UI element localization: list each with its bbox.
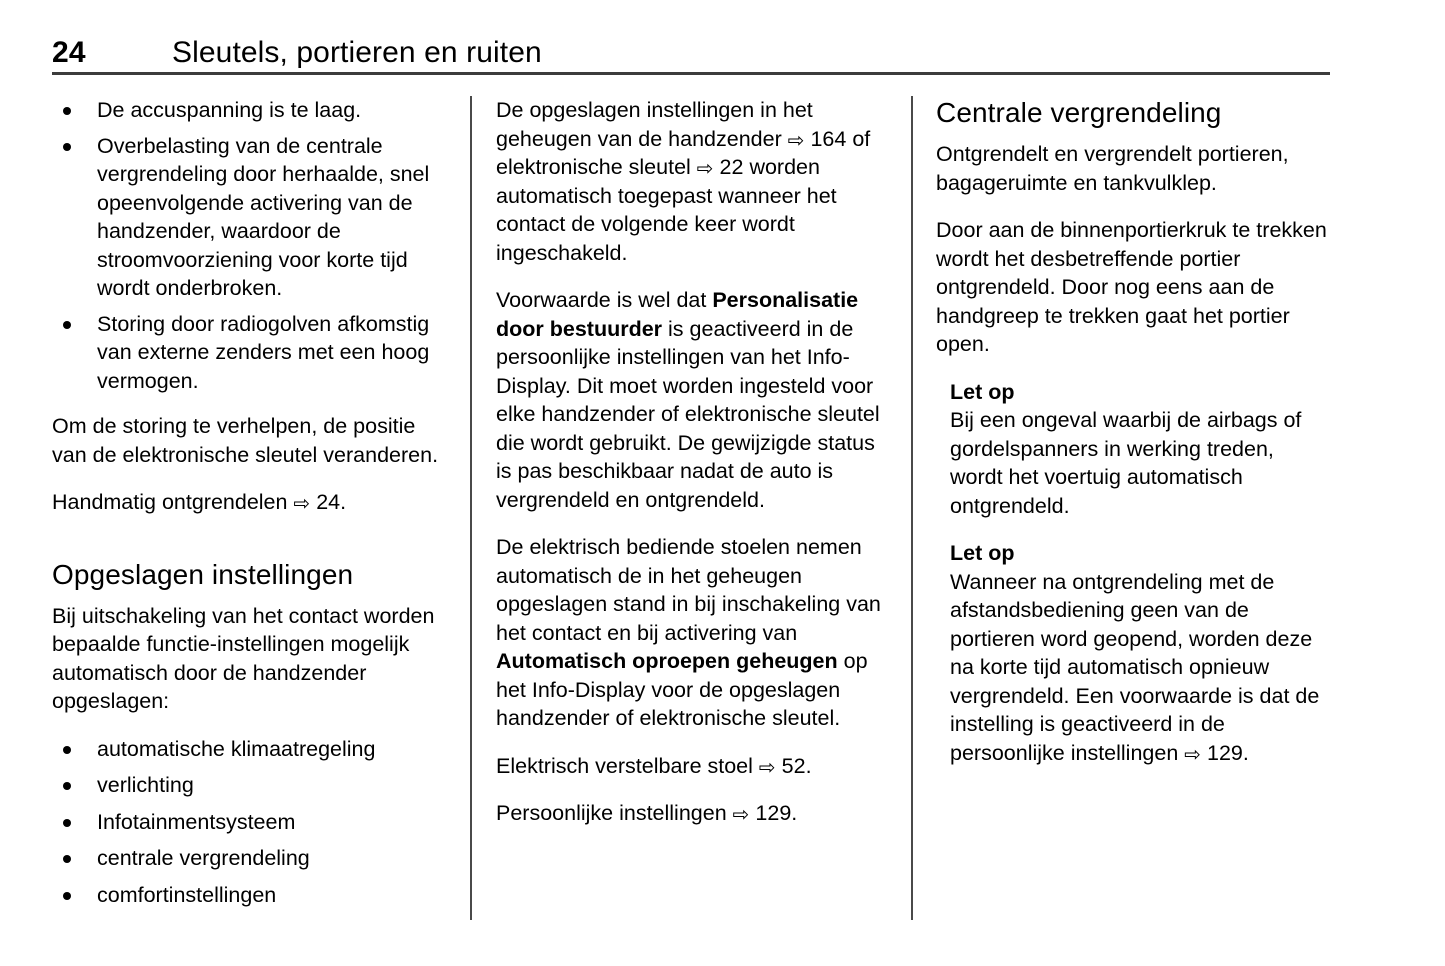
list-item-label: Storing door radiogolven afkomstig van externe zenders met een hoog vermogen. (97, 311, 430, 393)
cross-reference-page: 129. (755, 801, 798, 825)
bullet-dot-icon (63, 746, 71, 754)
notice-title: Let op (950, 379, 1015, 404)
section-heading-saved-settings: Opgeslagen instellingen (52, 558, 354, 590)
list-item-label: Overbelasting van de centrale vergrendeling door herhaalde, snel opeenvolgende activering van de handzender, waardoor de stroomvoorziening voor korte tijd wordt onderbroken. (97, 133, 430, 300)
paragraph-central-locking-intro (936, 140, 1331, 197)
cross-reference-label: Persoonlijke instellingen (496, 801, 727, 825)
list-item (52, 844, 447, 873)
list-item-label: automatische klimaatregeling (97, 736, 376, 761)
paragraph-text-part-1: Voorwaarde is wel dat (496, 288, 707, 312)
list-item (52, 881, 447, 910)
cross-reference-manual-unlock (52, 488, 447, 517)
paragraph-text-part-2: worden automatisch toegepast wanneer het contact de volgende keer wordt ingeschakeld. (496, 155, 837, 265)
cross-reference-164: 164 of elektronische sleutel (496, 126, 871, 179)
bullet-dot-icon (63, 855, 71, 863)
list-item (52, 735, 447, 764)
notice-body (950, 568, 1331, 768)
list-item-label: comfortinstellingen (97, 882, 277, 907)
paragraph-text-part-2: is geactiveerd in de persoonlijke instellingen van het Info-Display. Dit moet worden ingesteld voor elke handzender of elektronische sleutel die wordt gebruikt. De gewijzigde status is pas beschikbaar nadat de auto is vergrendeld en ontgrendeld. (496, 316, 880, 512)
list-item (52, 771, 447, 800)
bullet-dot-icon (63, 819, 71, 827)
cross-reference-arrow-icon: ⇨ (1184, 741, 1202, 766)
cross-reference-arrow-icon: ⇨ (293, 491, 311, 515)
notice-body: Bij een ongeval waarbij de airbags of gordelspanners in werking treden, wordt het voertuig automatisch ontgrendeld. (950, 408, 1302, 518)
cross-reference-arrow-icon: ⇨ (758, 754, 776, 779)
cross-reference-arrow-icon: ⇨ (696, 156, 714, 180)
cross-reference-label: Elektrisch verstelbare stoel (496, 753, 753, 778)
cross-reference-arrow-icon: ⇨ (787, 127, 805, 152)
cross-reference-22: 22 (719, 155, 744, 179)
paragraph-text-part-2: op het Info-Display voor de opgeslagen handzender of elektronische sleutel. (496, 649, 868, 730)
notice-title: Let op (950, 541, 1015, 565)
column-1 (52, 96, 447, 917)
paragraph-inner-door-handle (936, 216, 1331, 359)
bullet-dot-icon (63, 892, 71, 900)
paragraph-power-seats-memory (496, 533, 891, 733)
page-header (52, 34, 1330, 76)
emphasis-personalisation-setting: Personalisatie door bestuurder (496, 288, 859, 341)
list-item (52, 96, 447, 125)
column-divider-1 (470, 96, 472, 920)
cross-reference-power-seat (496, 752, 891, 781)
column-divider-2 (911, 96, 913, 920)
paragraph-stored-settings-applied (496, 96, 891, 267)
column-3 (936, 96, 1331, 786)
fault-causes-list (52, 96, 447, 395)
paragraph-text-part-1: De opgeslagen instellingen in het geheugen van de handzender (496, 98, 813, 151)
paragraph-text: Ontgrendelt en vergrendelt portieren, bagageruimte en tankvulklep. (936, 142, 1289, 195)
bullet-dot-icon (63, 143, 71, 151)
paragraph-personalisation-condition (496, 286, 891, 514)
paragraph-text: Door aan de binnenportierkruk te trekken wordt het desbetreffende portier ontgrendeld. Door nog eens aan de handgreep te trekken gaat het portier open. (936, 218, 1327, 356)
bullet-dot-icon (63, 107, 71, 115)
header-divider-rule (52, 72, 1330, 75)
list-item-label: verlichting (97, 773, 194, 797)
cross-reference-personal-settings (496, 799, 891, 828)
notice-auto-relock (936, 539, 1331, 767)
section-heading-central-locking: Centrale vergrendeling (936, 97, 1222, 128)
page-title: Sleutels, portieren en ruiten (172, 36, 542, 69)
list-item-label: Infotainmentsysteem (97, 809, 296, 834)
column-2 (496, 96, 891, 847)
page-number: 24 (52, 36, 86, 69)
list-item (52, 132, 447, 303)
notice-body-text: Wanneer na ontgrendeling met de afstandsbediening geen van de portieren word geopend, worden deze na korte tijd automatisch opnieuw vergrendeld. Een voorwaarde is dat de instelling is geactiveerd in de persoonlijke instellingen (950, 569, 1320, 765)
list-item (52, 808, 447, 837)
list-item-label: centrale vergrendeling (97, 846, 310, 870)
cross-reference-arrow-icon: ⇨ (732, 802, 750, 826)
paragraph-text-part-1: De elektrisch bediende stoelen nemen automatisch de in het geheugen opgeslagen stand in bij inschakeling van het contact en bij activering van (496, 535, 881, 645)
saved-settings-list (52, 735, 447, 910)
cross-reference-page: 129. (1207, 740, 1249, 765)
cross-reference-page: 24. (316, 490, 347, 514)
paragraph-fault-remedy (52, 412, 447, 469)
paragraph-text: Bij uitschakeling van het contact worden bepaalde functie-instellingen mogelijk automatisch door de handzender opgeslagen: (52, 603, 435, 713)
list-item (52, 310, 447, 396)
cross-reference-page: 52. (781, 753, 812, 778)
list-item-label: De accuspanning is te laag. (97, 98, 362, 122)
cross-reference-label: Handmatig ontgrendelen (52, 490, 288, 514)
bullet-dot-icon (63, 782, 71, 790)
bullet-dot-icon (63, 321, 71, 329)
paragraph-text: Om de storing te verhelpen, de positie van de elektronische sleutel veranderen. (52, 414, 439, 467)
paragraph-saved-settings-intro (52, 602, 447, 716)
notice-airbag-unlock (936, 378, 1331, 521)
emphasis-auto-memory-recall: Automatisch oproepen geheugen (496, 649, 838, 673)
